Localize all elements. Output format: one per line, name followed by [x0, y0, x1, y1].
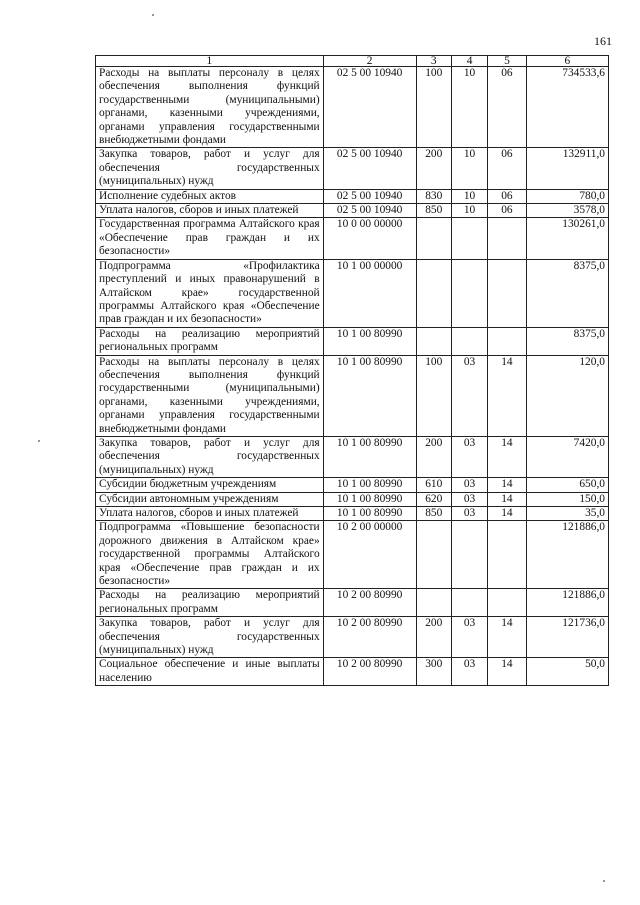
row-vr-cell: 830	[416, 189, 451, 203]
row-code-cell: 02 5 00 10940	[323, 189, 416, 203]
table-header-row	[96, 56, 609, 67]
row-code-cell: 10 1 00 80990	[323, 507, 416, 521]
row-pr-cell	[488, 327, 526, 355]
row-vr-cell	[416, 259, 451, 327]
row-vr-cell: 610	[416, 478, 451, 492]
row-amount-cell: 7420,0	[526, 436, 608, 477]
table-row	[96, 617, 609, 658]
row-vr-cell: 850	[416, 204, 451, 218]
row-pr-cell	[488, 259, 526, 327]
row-code-cell: 10 1 00 80990	[323, 327, 416, 355]
table-row	[96, 478, 609, 492]
row-rz-cell: 03	[451, 617, 487, 658]
row-rz-cell	[451, 327, 487, 355]
scan-speck	[38, 440, 40, 442]
row-vr-cell	[416, 327, 451, 355]
row-amount-cell: 650,0	[526, 478, 608, 492]
row-code-cell: 02 5 00 10940	[323, 204, 416, 218]
table-row	[96, 521, 609, 589]
row-rz-cell	[451, 521, 487, 589]
table-row	[96, 148, 609, 189]
row-rz-cell: 10	[451, 189, 487, 203]
row-amount-cell: 3578,0	[526, 204, 608, 218]
row-name-cell: Субсидии бюджетным учреждениям	[96, 478, 324, 492]
row-name-cell: Расходы на реализацию мероприятий региональных программ	[96, 327, 324, 355]
row-amount-cell: 50,0	[526, 658, 608, 686]
row-name-cell: Расходы на выплаты персоналу в целях обеспечения выполнения функций государственными (муниципальными) органами, казенными учреждениями, органами управления государственными внебюджетными фондами	[96, 355, 324, 436]
row-pr-cell: 06	[488, 204, 526, 218]
row-pr-cell: 14	[488, 355, 526, 436]
row-amount-cell: 8375,0	[526, 327, 608, 355]
header-cell: 5	[488, 56, 526, 67]
row-code-cell: 10 0 00 00000	[323, 218, 416, 259]
row-rz-cell	[451, 218, 487, 259]
row-pr-cell: 06	[488, 67, 526, 148]
row-name-cell: Расходы на реализацию мероприятий региональных программ	[96, 589, 324, 617]
row-rz-cell	[451, 589, 487, 617]
row-name-cell: Закупка товаров, работ и услуг для обеспечения государственных (муниципальных) нужд	[96, 436, 324, 477]
row-pr-cell	[488, 218, 526, 259]
row-pr-cell: 14	[488, 507, 526, 521]
row-vr-cell	[416, 521, 451, 589]
table-row	[96, 189, 609, 203]
row-pr-cell: 14	[488, 617, 526, 658]
table-row	[96, 204, 609, 218]
table-row	[96, 507, 609, 521]
row-code-cell: 10 1 00 80990	[323, 355, 416, 436]
row-amount-cell: 121886,0	[526, 589, 608, 617]
row-rz-cell: 10	[451, 67, 487, 148]
row-name-cell: Закупка товаров, работ и услуг для обеспечения государственных (муниципальных) нужд	[96, 617, 324, 658]
row-name-cell: Исполнение судебных актов	[96, 189, 324, 203]
row-name-cell: Государственная программа Алтайского края «Обеспечение прав граждан и их безопасности»	[96, 218, 324, 259]
row-code-cell: 10 2 00 00000	[323, 521, 416, 589]
row-amount-cell: 121886,0	[526, 521, 608, 589]
row-rz-cell: 03	[451, 492, 487, 506]
row-amount-cell: 121736,0	[526, 617, 608, 658]
row-code-cell: 10 2 00 80990	[323, 617, 416, 658]
table-row	[96, 259, 609, 327]
row-code-cell: 10 2 00 80990	[323, 658, 416, 686]
table-row	[96, 436, 609, 477]
row-rz-cell: 10	[451, 148, 487, 189]
row-code-cell: 02 5 00 10940	[323, 67, 416, 148]
row-pr-cell	[488, 521, 526, 589]
page-number: 161	[594, 34, 612, 48]
row-pr-cell: 14	[488, 492, 526, 506]
row-rz-cell	[451, 259, 487, 327]
row-pr-cell: 14	[488, 436, 526, 477]
row-name-cell: Расходы на выплаты персоналу в целях обеспечения выполнения функций государственными (муниципальными) органами, казенными учреждениями, органами управления государственными внебюджетными фондами	[96, 67, 324, 148]
row-vr-cell	[416, 218, 451, 259]
row-amount-cell: 35,0	[526, 507, 608, 521]
row-rz-cell: 03	[451, 658, 487, 686]
row-name-cell: Подпрограмма «Повышение безопасности дорожного движения в Алтайском крае» государственной программы Алтайского края «Обеспечение прав граждан и их безопасности»	[96, 521, 324, 589]
row-amount-cell: 734533,6	[526, 67, 608, 148]
row-vr-cell: 100	[416, 67, 451, 148]
table-row	[96, 218, 609, 259]
row-name-cell: Подпрограмма «Профилактика преступлений и иных правонарушений в Алтайском крае» государственной программы Алтайского края «Обеспечение прав граждан и их безопасности»	[96, 259, 324, 327]
row-pr-cell: 14	[488, 658, 526, 686]
header-cell: 1	[96, 56, 324, 67]
row-pr-cell: 06	[488, 148, 526, 189]
scan-speck	[603, 880, 605, 882]
row-pr-cell: 14	[488, 478, 526, 492]
row-amount-cell: 150,0	[526, 492, 608, 506]
table-row	[96, 327, 609, 355]
row-code-cell: 10 1 00 80990	[323, 436, 416, 477]
row-name-cell: Субсидии автономным учреждениям	[96, 492, 324, 506]
header-cell: 4	[451, 56, 487, 67]
row-rz-cell: 03	[451, 478, 487, 492]
header-cell: 2	[323, 56, 416, 67]
row-code-cell: 10 1 00 80990	[323, 492, 416, 506]
header-cell: 6	[526, 56, 608, 67]
row-amount-cell: 120,0	[526, 355, 608, 436]
row-amount-cell: 780,0	[526, 189, 608, 203]
row-vr-cell: 850	[416, 507, 451, 521]
table-row	[96, 67, 609, 148]
row-amount-cell: 8375,0	[526, 259, 608, 327]
row-vr-cell: 100	[416, 355, 451, 436]
row-rz-cell: 03	[451, 355, 487, 436]
row-vr-cell: 200	[416, 436, 451, 477]
row-name-cell: Социальное обеспечение и иные выплаты населению	[96, 658, 324, 686]
row-amount-cell: 132911,0	[526, 148, 608, 189]
row-name-cell: Уплата налогов, сборов и иных платежей	[96, 204, 324, 218]
table-row	[96, 658, 609, 686]
row-code-cell: 10 1 00 00000	[323, 259, 416, 327]
scan-speck	[152, 14, 154, 16]
row-rz-cell: 10	[451, 204, 487, 218]
row-vr-cell: 200	[416, 148, 451, 189]
row-name-cell: Уплата налогов, сборов и иных платежей	[96, 507, 324, 521]
row-vr-cell: 300	[416, 658, 451, 686]
row-code-cell: 02 5 00 10940	[323, 148, 416, 189]
row-name-cell: Закупка товаров, работ и услуг для обеспечения государственных (муниципальных) нужд	[96, 148, 324, 189]
table-row	[96, 355, 609, 436]
header-cell: 3	[416, 56, 451, 67]
row-rz-cell: 03	[451, 507, 487, 521]
table-row	[96, 589, 609, 617]
table-row	[96, 492, 609, 506]
row-amount-cell: 130261,0	[526, 218, 608, 259]
budget-table	[95, 55, 609, 686]
row-pr-cell: 06	[488, 189, 526, 203]
row-pr-cell	[488, 589, 526, 617]
row-vr-cell: 620	[416, 492, 451, 506]
row-vr-cell	[416, 589, 451, 617]
row-code-cell: 10 1 00 80990	[323, 478, 416, 492]
row-vr-cell: 200	[416, 617, 451, 658]
row-rz-cell: 03	[451, 436, 487, 477]
row-code-cell: 10 2 00 80990	[323, 589, 416, 617]
